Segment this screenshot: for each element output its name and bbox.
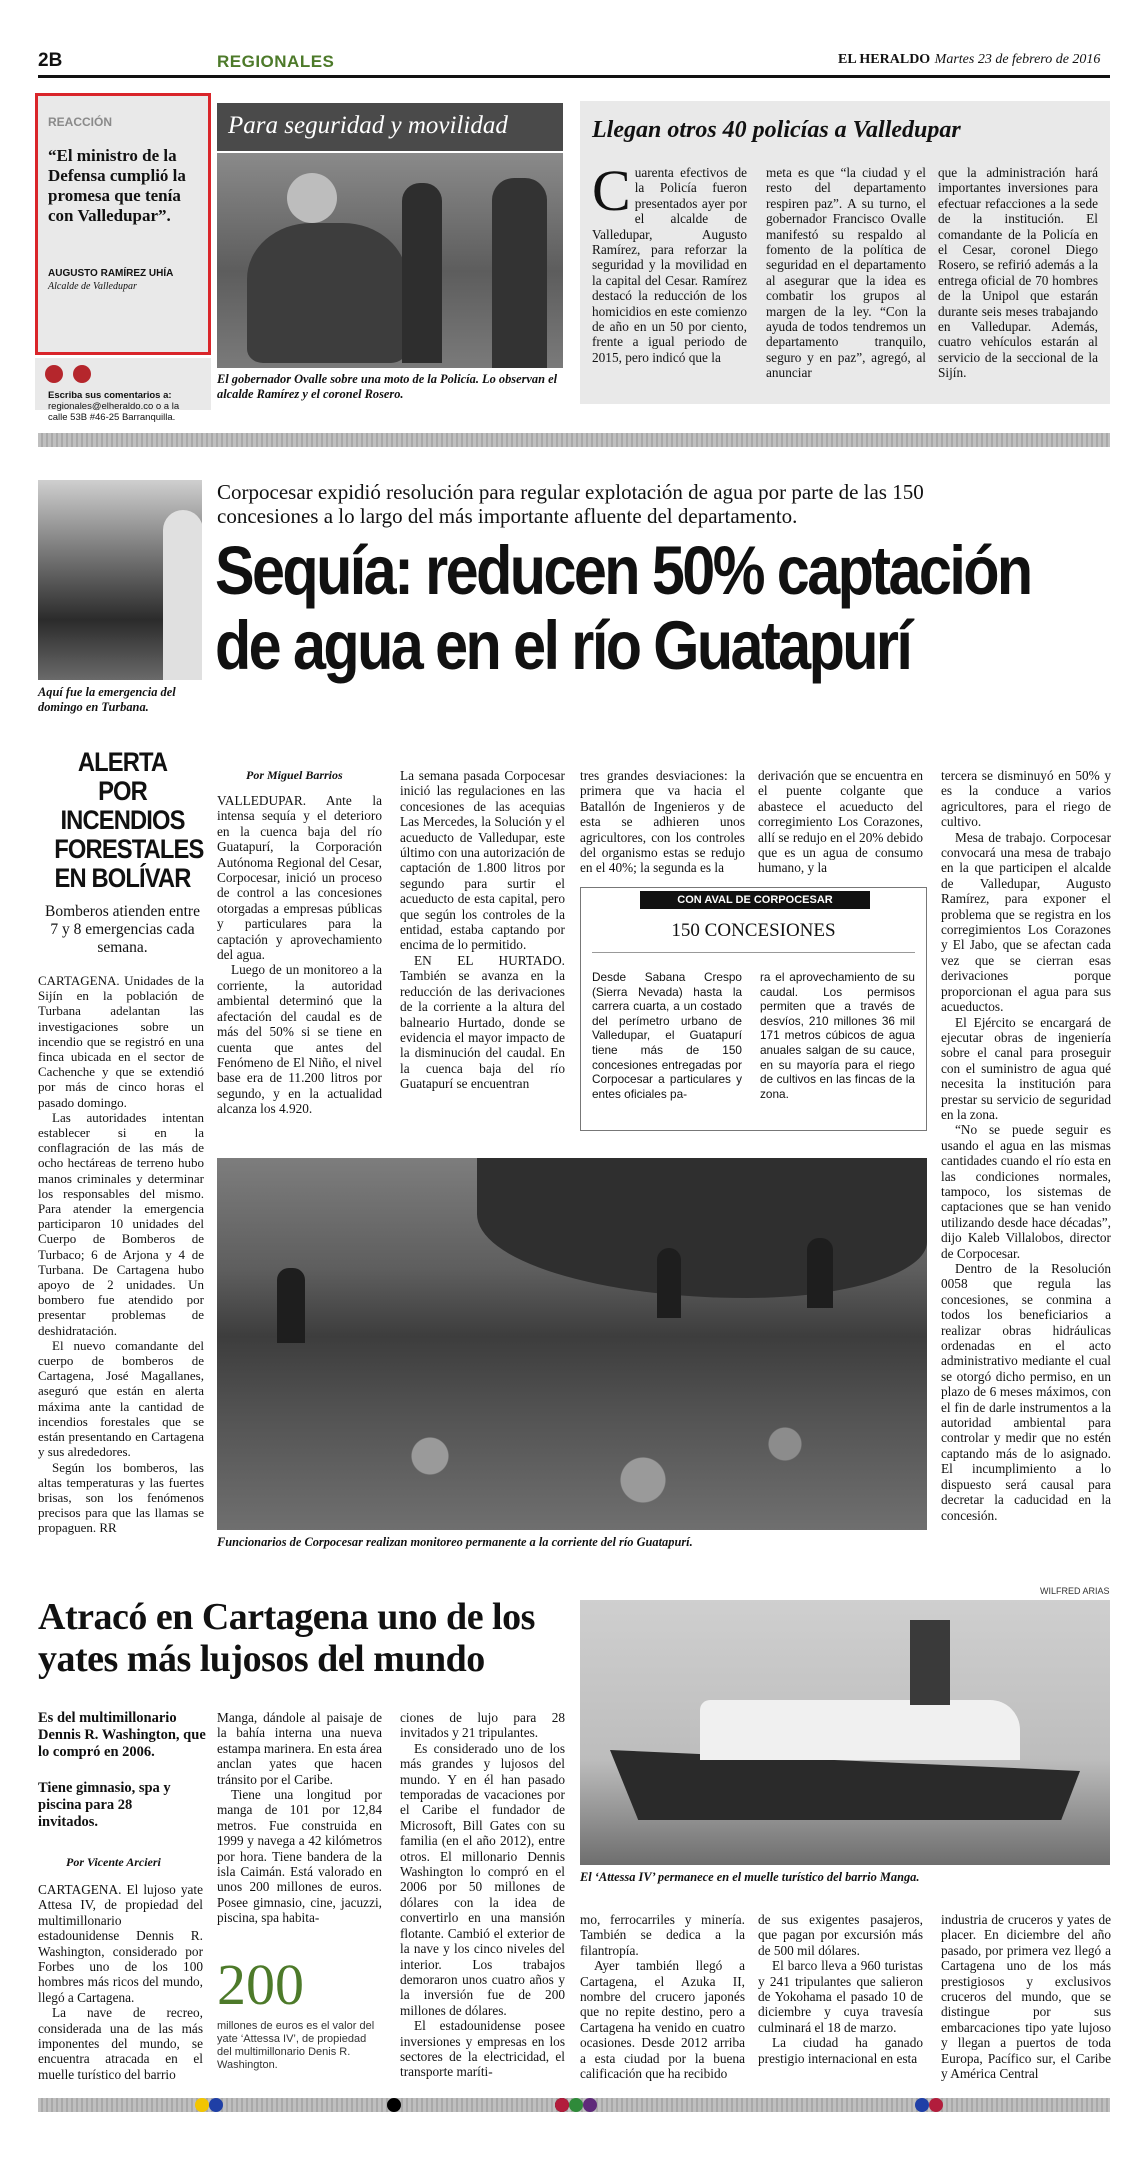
yacht-paragraph: La ciudad ha ganado prestigio internacional en esta bbox=[758, 2035, 923, 2066]
page-number: 2B bbox=[38, 50, 63, 71]
fire-paragraph: Según los bomberos, las altas temperaturas y las fuertes brisas, son los fenómenos precisos para que las llamas se propaguen. RR bbox=[38, 1459, 204, 1536]
yacht-col-3 bbox=[400, 1710, 565, 2080]
registration-dot bbox=[915, 2098, 929, 2112]
drought-paragraph: tercera se disminuyó en 50% y es la conduce a varios agricultores, para el riego de cultivo. bbox=[941, 768, 1111, 830]
reaction-author: AUGUSTO RAMÍREZ UHÍA bbox=[48, 268, 174, 279]
concessions-col-2: ra el aprovechamiento de su caudal. Los permisos permiten que a través de desvíos, 210 millones 36 mil 171 metros cúbicos de agua anuales salgan de su cauce, en su mayoría para el riego de cultivos en las fincas de la zona. bbox=[760, 970, 915, 1101]
yacht-paragraph: Tiene una longitud por manga de 101 por 12,84 metros. Fue construida en 1999 y navega a 42 kilómetros por hora. Tiene bandera de la isla Caimán. Está valorado en unos 200 millones de euros. Posee gimnasio, cine, jacuzzi, piscina, spa habita- bbox=[217, 1787, 382, 1926]
registration-dot bbox=[195, 2098, 209, 2112]
emergency-photo bbox=[38, 480, 202, 680]
drought-paragraph: El Ejército se encargará de ejecutar obras de ingeniería sobre el canal para proseguir con el suministro de agua qué necesita la institución para prestar su servicio de seguridad en la zona. bbox=[941, 1014, 1111, 1122]
drought-col-1 bbox=[217, 793, 382, 1117]
helmet-shape bbox=[287, 173, 337, 223]
registration-dot bbox=[929, 2098, 943, 2112]
registration-dot bbox=[569, 2098, 583, 2112]
drought-deck: Corpocesar expidió resolución para regular explotación de agua por parte de las 150 concesiones a lo largo del más importante afluente del departamento. bbox=[217, 480, 924, 528]
drought-paragraph: “No se puede seguir es usando el agua en las mismas cantidades cuando el río esta en las condiciones normales, tampoco, los sistemas de captaciones que se han venido utilizando desde hace décadas”, dijo Kaleb Villalobos, director de Corpocesar. bbox=[941, 1122, 1111, 1261]
mail-icon[interactable] bbox=[73, 365, 91, 383]
registration-dot bbox=[209, 2098, 223, 2112]
yacht-paragraph: El barco lleva a 960 turistas y 241 tripulantes que salieron de Yokohama el pasado 10 de diciembre y cuya travesía culminará el 18 de marzo. bbox=[758, 1958, 923, 2035]
yacht-paragraph: Manga, dándole al paisaje de la bahía interna una nueva estampa marinera. En esta área anclan yates que hacen tránsito por el Caribe. bbox=[217, 1710, 383, 1787]
yacht-paragraph: Es considerado uno de los más grandes y lujosos del mundo. Y en él han pasado temporadas de vacaciones por el Caribe el fundador de Microsoft, Bill Gates con su familia (en el año 2012), entre otros. El millonario Dennis Washington lo compró en el 2006 por 50 millones de dólares con la idea de convertirlo en una mansión flotante. Cambió el exterior de la nave y los cinco niveles del interior. Los trabajos demoraron unos cuatro años y la inversión fue de 200 millones de dólares. bbox=[400, 1740, 565, 2018]
fact-number: 200 bbox=[217, 1952, 304, 2017]
drought-col-2 bbox=[400, 768, 565, 1092]
security-photo bbox=[217, 153, 563, 368]
comments-contact[interactable]: regionales@elheraldo.co o a la calle 53B #46-25 Barranquilla. bbox=[48, 401, 180, 423]
yacht-paragraph: El estadounidense posee inversiones y empresas en los sectores de la electricidad, el transporte maríti- bbox=[400, 2018, 565, 2080]
paper-name: EL HERALDO bbox=[838, 52, 931, 67]
security-photo-banner-text: Para seguridad y movilidad bbox=[228, 112, 508, 139]
fire-headline: ALERTA POR INCENDIOS FORESTALES EN BOLÍVAR bbox=[54, 747, 204, 893]
masthead bbox=[838, 51, 1100, 68]
drought-byline: Por Miguel Barrios bbox=[246, 768, 343, 782]
yacht-deck-shape bbox=[700, 1700, 1020, 1760]
yacht-headline: Atracó en Cartagena uno de los yates más lujosos del mundo bbox=[38, 1596, 535, 1680]
fire-subhead: Bomberos atienden entre 7 y 8 emergencias cada semana. bbox=[45, 903, 200, 956]
yacht-photo-caption: El ‘Attessa IV’ permanece en el muelle turístico del barrio Manga. bbox=[580, 1870, 920, 1884]
yacht-paragraph: mo, ferrocarriles y minería. También se dedica a la filantropía. bbox=[580, 1912, 745, 1958]
yacht-paragraph: ciones de lujo para 28 invitados y 21 tripulantes. bbox=[400, 1710, 565, 1741]
security-col-3: que la administración hará importantes inversiones para efectuar refacciones a la sede de la institución. El comandante de la Policía en el Cesar, coronel Diego Rosero, se refirió además a la entrega oficial de 70 hombres de la Unipol que estarán durante seis meses trabajando en Valledupar. Además, cuatro vehículos estarán al servicio de la seccional de la Sijín. bbox=[938, 165, 1098, 381]
photo-credit: WILFRED ARIAS bbox=[1040, 1586, 1110, 1596]
yacht-subhead-1: Es del multimillonario Dennis R. Washington, que lo compró en 2006. bbox=[38, 1710, 206, 1760]
yacht-col-2 bbox=[217, 1710, 382, 1926]
drought-headline-1: Sequía: reducen 50% captación bbox=[215, 532, 1031, 609]
concessions-box-label: CON AVAL DE CORPOCESAR bbox=[640, 891, 870, 909]
security-col-2: meta es que “la ciudad y el resto del departamento respiren paz”. A su turno, el gobernador Francisco Ovalle manifestó su respaldo al fomento de la política de seguridad en el departamento al asegurar que la idea es combatir los grupos al margen de la ley. “Con la ayuda de todos tendremos un departamento tranquilo, seguro y en paz”, agregó, al anunciar bbox=[766, 165, 926, 381]
drought-headline-2: de agua en el río Guatapurí bbox=[215, 607, 911, 684]
comments-title: Escriba sus comentarios a: bbox=[48, 390, 172, 401]
drought-paragraph: Dentro de la Resolución 0058 que regula las concesiones, se conmina a todos los beneficiarios a realizar obras hidráulicas ordenadas en el acto administrativo mediante el cual se otorgó dicho permiso, en un plazo de 6 meses máximos, con el fin de darle instrumentos a la autoridad ambiental para controlar y medir que no estén captando más de lo asignado. El incumplimiento a lo dispuesto será causal para decretar la caducidad en la concesión. bbox=[941, 1261, 1111, 1523]
yacht-col-5 bbox=[758, 1912, 923, 2066]
worker-shape bbox=[657, 1248, 681, 1318]
yacht-col-4 bbox=[580, 1912, 745, 2081]
worker-shape bbox=[807, 1238, 833, 1308]
registration-dot bbox=[583, 2098, 597, 2112]
registration-dot bbox=[555, 2098, 569, 2112]
registration-dot bbox=[387, 2098, 401, 2112]
yacht-paragraph: CARTAGENA. El lujoso yate Attesa IV, de propiedad del multimillonario estadounidense Dennis R. Washington, considerado por Forbes uno de los 100 hombres más ricos del mundo, llegó a Cartagena. bbox=[38, 1882, 203, 2005]
rocks-shape bbox=[217, 1408, 927, 1528]
reaction-label: REACCIÓN bbox=[48, 115, 113, 129]
security-col-1 bbox=[592, 158, 747, 365]
concessions-box-title: 150 CONCESIONES bbox=[671, 920, 836, 941]
header-rule bbox=[38, 75, 1110, 78]
fact-text: millones de euros es el valor del yate ‘Attessa IV’, de propiedad del multimillonario Denis R. Washington. bbox=[217, 2020, 375, 2071]
worker-shape bbox=[277, 1268, 305, 1343]
concessions-title-rule bbox=[592, 952, 915, 953]
officer-shape bbox=[492, 178, 547, 368]
chat-icon[interactable] bbox=[45, 365, 63, 383]
drought-paragraph: Luego de un monitoreo a la corriente, la autoridad ambiental determinó que la afectación del caudal es de más del 50% si se tiene en cuenta que antes del Fenómeno de El Niño, el nivel base era de 11.200 litros por segundo, y en la actualidad alcanza los 4.920. bbox=[217, 962, 382, 1117]
yacht-subhead-2: Tiene gimnasio, spa y piscina para 28 invitados. bbox=[38, 1780, 171, 1830]
section-divider bbox=[38, 433, 1110, 447]
yacht-byline: Por Vicente Arcieri bbox=[66, 1855, 161, 1869]
yacht-photo bbox=[580, 1600, 1110, 1865]
comments-text bbox=[48, 390, 198, 423]
fire-body bbox=[38, 973, 204, 1536]
security-story-title: Llegan otros 40 policías a Valledupar bbox=[592, 117, 961, 143]
dropcap: C bbox=[592, 158, 631, 223]
officer-shape bbox=[402, 183, 442, 363]
motorcycle-shape bbox=[247, 223, 407, 363]
fire-paragraph: El nuevo comandante del cuerpo de bomberos de Cartagena, José Magallanes, aseguró que están en alerta máxima ante la cantidad de incendios forestales que se están presentando en Cartagena y sus alrededores. bbox=[38, 1337, 204, 1460]
drought-col-3: tres grandes desviaciones: la primera que va hacia el Batallón de Ingenieros y de esta se adhieren unos agricultores, con los controles del organismo estas se redujo en el 40%; la segunda es la bbox=[580, 768, 745, 876]
fire-paragraph: CARTAGENA. Unidades de la Sijín en la población de Turbana adelantan las investigaciones sobre un incendio que se registró en una finca ubicada en el sector de Cachenche y que se extendió por más de cinco horas el pasado domingo. bbox=[38, 973, 204, 1110]
drought-paragraph: La semana pasada Corpocesar inició las regulaciones en las concesiones de las acequias Las Mercedes, la Solución y el acueducto de Valledupar, este último con una autorización de captación de 1.800 litros por segundo para surtir el acueducto de esta capital, pero que según los controles de la entidad, estaba captando por encima de lo permitido. bbox=[400, 768, 565, 953]
concessions-col-1: Desde Sabana Crespo (Sierra Nevada) hasta la carrera cuarta, a un costado del perímetro urbano de Valledupar, el Guatapurí tiene más de 150 concesiones entregadas por Corpocesar a particulares y entes oficiales pa- bbox=[592, 970, 742, 1101]
yacht-paragraph: La nave de recreo, considerada una de las más imponentes del mundo, se encuentra atracada en el muelle turístico del barrio bbox=[38, 2005, 203, 2082]
yacht-paragraph: Ayer también llegó a Cartagena, el Azuka II, nombre del crucero japonés que no repite destino, pero a Cartagena ha venido en cuatro ocasiones. Desde 2012 arriba a esta ciudad por la buena calificación que ha recibido bbox=[580, 1958, 745, 2082]
security-col-1-text: uarenta efectivos de la Policía fueron presentados ayer por el alcalde de Valledupar, Augusto Ramírez, para reforzar la seguridad y la movilidad en la capital del Cesar. Ramírez destacó la reducción de los homicidios en este comienzo de año en un 50 por ciento, frente a igual periodo de 2015, pero indicó que la bbox=[592, 165, 747, 365]
yacht-col-6: industria de cruceros y yates de placer. En diciembre del año pasado, por primera vez llegó a Cartagena uno de los más prestigiosos y exclusivos cruceros del mundo, que se distingue por sus embarcaciones tipo yate lujoso y llegan a puertos de toda Europa, Pacífico sur, el Caribe y América Central bbox=[941, 1912, 1111, 2082]
drought-col-4: derivación que se encuentra en el puente colgante que abastece el acueducto del corregimiento Los Corazones, allí se redujo en el 20% debido que es un agua de consumo humano, y la bbox=[758, 768, 923, 876]
river-photo bbox=[217, 1158, 927, 1530]
emergency-photo-caption: Aquí fue la emergencia del domingo en Turbana. bbox=[38, 685, 176, 714]
registration-marks bbox=[195, 2098, 1095, 2112]
fire-paragraph: Las autoridades intentan establecer si en la conflagración de las más de ocho hectáreas de terreno hubo manos criminales y determinar los responsables del mismo. Para atender la emergencia participaron 10 unidades del Cuerpo de Bomberos de Turbaco; 6 de Arjona y 4 de Turbana. De Cartagena hubo apoyo de 2 unidades. Un bombero fue atendido por presentar problemas de deshidratación. bbox=[38, 1109, 204, 1338]
drought-paragraph: EN EL HURTADO. También se avanza en la reducción de las derivaciones de la corriente a la altura del balneario Hurtado, donde se evidencia el mayor impacto de la disminución del caudal. En la cuenca baja del río Guatapurí se encuentran bbox=[400, 952, 565, 1092]
section-name: REGIONALES bbox=[217, 52, 335, 71]
drought-paragraph: Mesa de trabajo. Corpocesar convocará una mesa de trabajo en la que participen el alcalde de Valledupar, Augusto Ramírez, para exponer el problema que se registra en los corregimientos Los Corazones y El Jabo, que se afectan cada vez que se cierran esas derivaciones porque proporcionan el agua para sus acueductos. bbox=[941, 829, 1111, 1015]
reaction-quote: “El ministro de la Defensa cumplió la promesa que tenía con Valledupar”. bbox=[48, 146, 186, 225]
drought-col-5 bbox=[941, 768, 1111, 1523]
river-photo-caption: Funcionarios de Corpocesar realizan monitoreo permanente a la corriente del río Guatapurí. bbox=[217, 1535, 693, 1549]
reaction-author-title: Alcalde de Valledupar bbox=[48, 281, 137, 292]
person-shape bbox=[163, 510, 202, 680]
yacht-hull-shape bbox=[610, 1750, 1080, 1820]
yacht-paragraph: de sus exigentes pasajeros, que pagan por excursión más de 500 mil dólares. bbox=[758, 1912, 923, 1958]
yacht-mast-shape bbox=[910, 1620, 950, 1705]
yacht-col-1 bbox=[38, 1882, 203, 2082]
security-photo-caption: El gobernador Ovalle sobre una moto de la Policía. Lo observan el alcalde Ramírez y el coronel Rosero. bbox=[217, 372, 558, 401]
issue-date: Martes 23 de febrero de 2016 bbox=[934, 52, 1101, 67]
treeline-shape bbox=[477, 1158, 927, 1298]
drought-paragraph: VALLEDUPAR. Ante la intensa sequía y el deterioro en la cuenca baja del río Guatapurí, la Corporación Autónoma Regional del Cesar, Corpocesar, inició un proceso de control a las concesiones otorgadas a empresas públicas y particulares para la captación y aprovechamiento del agua. bbox=[217, 793, 382, 963]
social-icons bbox=[45, 365, 95, 385]
